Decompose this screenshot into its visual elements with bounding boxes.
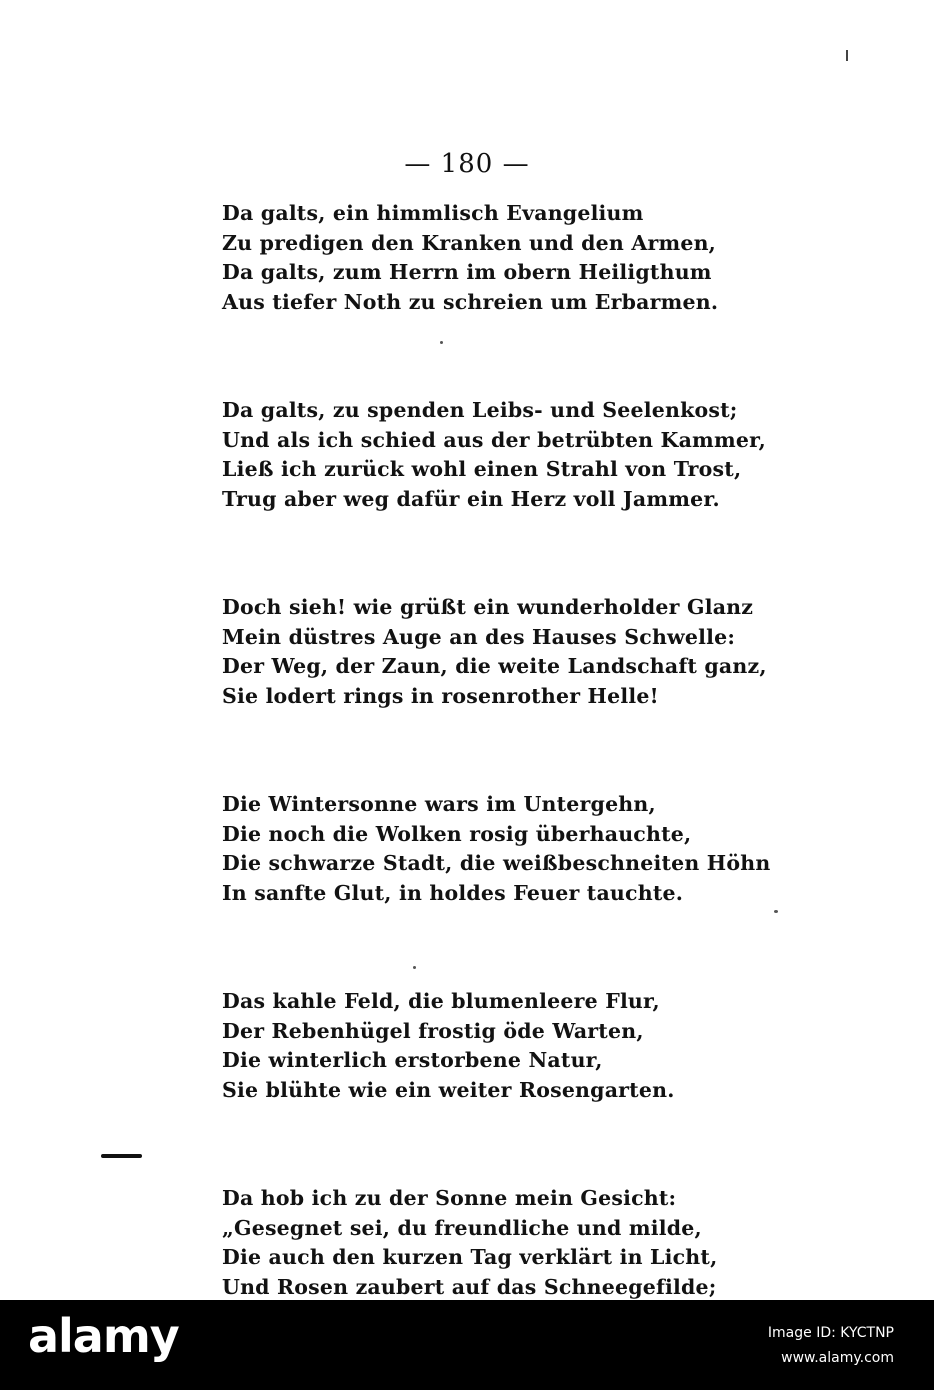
alamy-logo: alamy bbox=[28, 1309, 179, 1363]
stanza-4 bbox=[222, 790, 771, 908]
poem-line: Da hob ich zu der Sonne mein Gesicht: bbox=[222, 1186, 677, 1210]
poem-line: „Gesegnet sei, du freundliche und milde, bbox=[222, 1215, 702, 1240]
dust-speck bbox=[413, 966, 416, 969]
poem-line: Aus tiefer Noth zu schreien um Erbarmen. bbox=[222, 289, 719, 314]
poem-line: Die noch die Wolken rosig überhauchte, bbox=[222, 821, 692, 846]
poem-line: Und Rosen zaubert auf das Schneegefilde; bbox=[222, 1274, 717, 1299]
poem-line: Die winterlich erstorbene Natur, bbox=[222, 1048, 603, 1072]
poem-line: Doch sieh! wie grüßt ein wunderholder Glanz bbox=[222, 595, 754, 619]
poem-line: Da galts, ein himmlisch Evangelium bbox=[222, 201, 644, 225]
site-url-label: www.alamy.com bbox=[781, 1350, 894, 1366]
poem-line: Das kahle Feld, die blumenleere Flur, bbox=[222, 989, 660, 1013]
dust-speck bbox=[774, 910, 778, 913]
poem-line: Ließ ich zurück wohl einen Strahl von Trost, bbox=[222, 457, 742, 481]
corner-mark bbox=[846, 50, 848, 61]
stanza-3 bbox=[222, 593, 767, 711]
poem-line: In sanfte Glut, in holdes Feuer tauchte. bbox=[222, 880, 684, 905]
poem-line: Sie lodert rings in rosenrother Helle! bbox=[222, 683, 659, 708]
poem-line: Zu predigen den Kranken und den Armen, bbox=[222, 230, 717, 255]
poem-line: Die auch den kurzen Tag verklärt in Licht, bbox=[222, 1245, 718, 1269]
poem-line: Die Wintersonne wars im Untergehn, bbox=[222, 792, 656, 816]
poem-line: Trug aber weg dafür ein Herz voll Jammer. bbox=[222, 486, 720, 511]
poem-line: Da galts, zu spenden Leibs- und Seelenkost; bbox=[222, 398, 738, 422]
poem-line: Sie blühte wie ein weiter Rosengarten. bbox=[222, 1077, 675, 1102]
dust-speck bbox=[440, 341, 443, 344]
poem-line: Mein düstres Auge an des Hauses Schwelle: bbox=[222, 624, 736, 649]
stanza-2 bbox=[222, 396, 766, 514]
poem-line: Die schwarze Stadt, die weißbeschneiten Höhn bbox=[222, 851, 771, 875]
stanza-5 bbox=[222, 987, 692, 1105]
poem bbox=[222, 199, 771, 1381]
printer-mark bbox=[101, 1154, 142, 1158]
poem-line: Der Rebenhügel frostig öde Warten, bbox=[222, 1018, 644, 1043]
stanza-1 bbox=[222, 199, 719, 317]
poem-line: Und als ich schied aus der betrübten Kammer, bbox=[222, 427, 766, 452]
page-number: — 180 — bbox=[404, 149, 530, 179]
stanza-6 bbox=[222, 1184, 718, 1302]
poem-line: Der Weg, der Zaun, die weite Landschaft ganz, bbox=[222, 654, 767, 678]
image-id-label: Image ID: KYCTNP bbox=[767, 1325, 894, 1341]
poem-line: Da galts, zum Herrn im obern Heiligthum bbox=[222, 260, 712, 284]
